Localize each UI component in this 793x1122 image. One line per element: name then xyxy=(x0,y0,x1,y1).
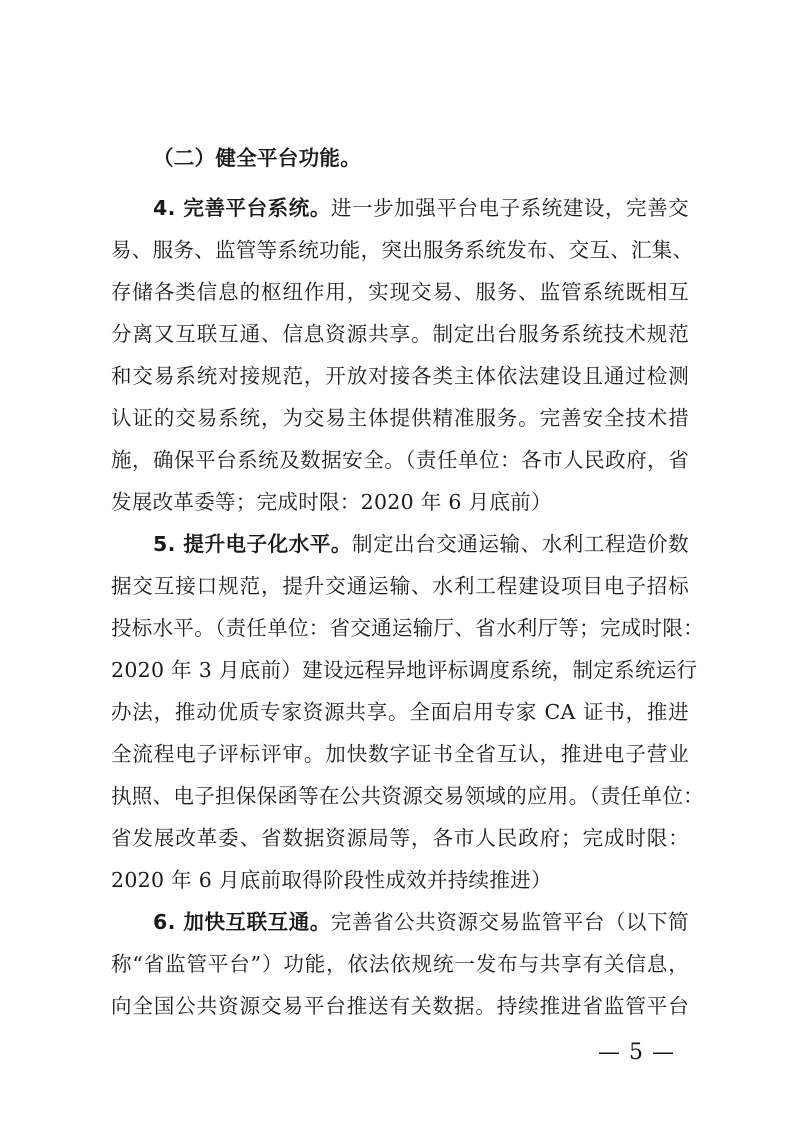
item-6-title: 6. 加快互联互通。 xyxy=(153,910,331,934)
paragraph-line: 办法，推动优质专家资源共享。全面启用专家 CA 证书，推进 xyxy=(111,700,689,724)
paragraph-line: 施，确保平台系统及数据安全。（责任单位：各市人民政府，省 xyxy=(111,448,689,472)
paragraph-line: 和交易系统对接规范，开放对接各类主体依法建设且通过检测 xyxy=(111,364,689,388)
item-4-title: 4. 完善平台系统。 xyxy=(153,196,331,220)
paragraph-line: 存储各类信息的枢纽作用，实现交易、服务、监管系统既相互 xyxy=(111,280,689,304)
paragraph-4-line-1: 4. 完善平台系统。进一步加强平台电子系统建设，完善交 xyxy=(153,196,689,220)
paragraph-line: 执照、电子担保保函等在公共资源交易领域的应用。（责任单位： xyxy=(111,784,704,808)
paragraph-line: 2020 年 3 月底前）建设远程异地评标调度系统，制定系统运行 xyxy=(111,658,698,682)
paragraph-line: 认证的交易系统，为交易主体提供精准服务。完善安全技术措 xyxy=(111,406,689,430)
page-number: — 5 — xyxy=(598,1040,675,1065)
item-5-title: 5. 提升电子化水平。 xyxy=(153,532,352,556)
paragraph-line: 发展改革委等；完成时限：2020 年 6 月底前） xyxy=(111,490,552,514)
paragraph-line: 全流程电子评标评审。加快数字证书全省互认，推进电子营业 xyxy=(111,742,689,766)
paragraph-line: 省发展改革委、省数据资源局等，各市人民政府；完成时限： xyxy=(111,826,689,850)
paragraph-5-line-1: 5. 提升电子化水平。制定出台交通运输、水利工程造价数 xyxy=(153,532,689,556)
paragraph-line: 分离又互联互通、信息资源共享。制定出台服务系统技术规范 xyxy=(111,322,689,346)
paragraph-line: 2020 年 6 月底前取得阶段性成效并持续推进） xyxy=(111,868,552,892)
paragraph-line: 投标水平。（责任单位：省交通运输厅、省水利厅等；完成时限： xyxy=(111,616,704,640)
paragraph-line: 向全国公共资源交易平台推送有关数据。持续推进省监管平台 xyxy=(111,994,689,1018)
paragraph-line: 易、服务、监管等系统功能，突出服务系统发布、交互、汇集、 xyxy=(111,238,694,262)
paragraph-line: 据交互接口规范，提升交通运输、水利工程建设项目电子招标 xyxy=(111,574,689,598)
paragraph-line: 称“省监管平台”）功能，依法依规统一发布与共享有关信息， xyxy=(111,952,689,976)
section-heading: （二）健全平台功能。 xyxy=(153,146,361,170)
paragraph-6-line-1: 6. 加快互联互通。完善省公共资源交易监管平台（以下简 xyxy=(153,910,689,934)
